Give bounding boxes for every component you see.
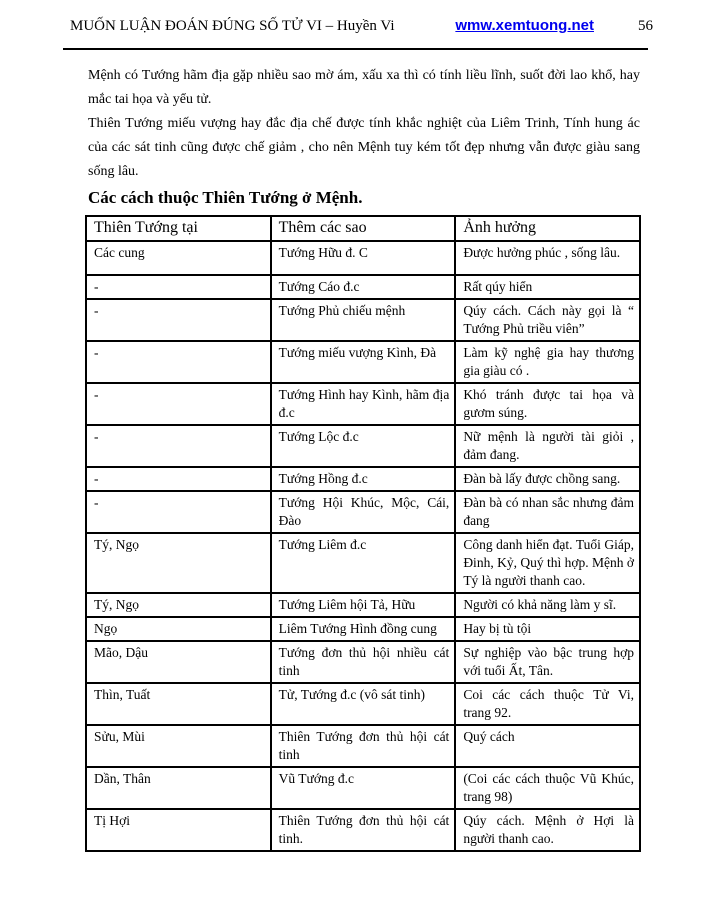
page-number: 56 <box>638 18 653 34</box>
table-row <box>86 533 640 593</box>
table-header-row <box>86 216 640 241</box>
column-header-anh-huong: Ảnh hưởng <box>455 216 640 241</box>
table-cell: Tị Hợi <box>86 809 271 851</box>
table-cell: Vũ Tướng đ.c <box>271 767 456 809</box>
table-cell: Quý cách <box>455 725 640 767</box>
intro-text <box>88 64 640 184</box>
table-head <box>86 216 640 241</box>
table-cell: Tý, Ngọ <box>86 533 271 593</box>
table-cell: Khó tránh được tai họa và gươm súng. <box>455 383 640 425</box>
table-cell: Mão, Dậu <box>86 641 271 683</box>
table-cell: Tướng Hội Khúc, Mộc, Cái, Đào <box>271 491 456 533</box>
table-cell: - <box>86 275 271 299</box>
table-row <box>86 341 640 383</box>
table-row <box>86 299 640 341</box>
table-cell: (Coi các cách thuộc Vũ Khúc, trang 98) <box>455 767 640 809</box>
table-cell: Sự nghiệp vào bậc trung hợp với tuổi Ất, Tân. <box>455 641 640 683</box>
table-cell: - <box>86 491 271 533</box>
table-cell: Tướng Liêm hội Tả, Hữu <box>271 593 456 617</box>
website-link[interactable]: wmw.xemtuong.net <box>455 17 594 34</box>
table-cell: - <box>86 383 271 425</box>
table-row <box>86 767 640 809</box>
table-cell: Tướng Lộc đ.c <box>271 425 456 467</box>
table-cell: Sửu, Mùi <box>86 725 271 767</box>
table-cell: Đàn bà lấy được chồng sang. <box>455 467 640 491</box>
table-row <box>86 809 640 851</box>
table-cell: Nữ mệnh là người tài giỏi , đảm đang. <box>455 425 640 467</box>
intro-paragraph-1: Mệnh có Tướng hãm địa gặp nhiều sao mờ ám, xấu xa thì có tính liều lĩnh, suốt đời lao khổ, hay mắc tai họa và yểu tử. <box>88 68 640 107</box>
table-cell: Được hưởng phúc , sống lâu. <box>455 241 640 275</box>
table-cell: Thìn, Tuất <box>86 683 271 725</box>
table-row <box>86 275 640 299</box>
table-cell: Tướng miếu vượng Kình, Đà <box>271 341 456 383</box>
page-header <box>0 0 705 37</box>
table-cell: Tý, Ngọ <box>86 593 271 617</box>
table-cell: Thiên Tướng đơn thủ hội cát tinh. <box>271 809 456 851</box>
page-content <box>88 64 640 852</box>
section-heading: Các cách thuộc Thiên Tướng ở Mệnh. <box>88 188 363 207</box>
intro-paragraph-2: Thiên Tướng miếu vượng hay đắc địa chế được tính khắc nghiệt của Liêm Trinh, Tính hung ác của các sát tinh cũng được chế giảm , cho nên Mệnh tuy kém tốt đẹp nhưng vẫn được giàu sang sống lâu. <box>88 116 640 179</box>
column-header-thien-tuong-tai: Thiên Tướng tại <box>86 216 271 241</box>
table-row <box>86 241 640 275</box>
table-cell: Đàn bà có nhan sắc nhưng đảm đang <box>455 491 640 533</box>
table-cell: - <box>86 425 271 467</box>
table-cell: - <box>86 299 271 341</box>
table-cell: Tướng Hồng đ.c <box>271 467 456 491</box>
table-row <box>86 593 640 617</box>
table-cell: Ngọ <box>86 617 271 641</box>
header-divider <box>63 48 648 50</box>
table-row <box>86 425 640 467</box>
table-row <box>86 641 640 683</box>
table-body <box>86 241 640 851</box>
table-row <box>86 491 640 533</box>
table-row <box>86 467 640 491</box>
table-cell: Coi các cách thuộc Tử Vi, trang 92. <box>455 683 640 725</box>
table-cell: Tướng Liêm đ.c <box>271 533 456 593</box>
column-header-them-cac-sao: Thêm các sao <box>271 216 456 241</box>
table-cell: Công danh hiển đạt. Tuổi Giáp, Đinh, Kỷ, Quý thì hợp. Mệnh ở Tý là người thanh cao. <box>455 533 640 593</box>
table-cell: Các cung <box>86 241 271 275</box>
book-title: MUỐN LUẬN ĐOÁN ĐÚNG SỐ TỬ VI – Huyền Vi <box>70 18 395 34</box>
table-cell: Tướng Hữu đ. C <box>271 241 456 275</box>
table-cell: Qúy cách. Cách này gọi là “ Tướng Phủ triều viên” <box>455 299 640 341</box>
table-row <box>86 617 640 641</box>
table-cell: Thiên Tướng đơn thủ hội cát tinh <box>271 725 456 767</box>
table-cell: - <box>86 341 271 383</box>
table-cell: Làm kỹ nghệ gia hay thương gia giàu có . <box>455 341 640 383</box>
table-cell: Tướng Phủ chiếu mệnh <box>271 299 456 341</box>
table-cell: Qúy cách. Mệnh ở Hợi là người thanh cao. <box>455 809 640 851</box>
table-cell: Hay bị tù tội <box>455 617 640 641</box>
table-cell: Tướng Hình hay Kình, hãm địa đ.c <box>271 383 456 425</box>
table-cell: Tướng Cáo đ.c <box>271 275 456 299</box>
table-row <box>86 725 640 767</box>
table-cell: Dần, Thân <box>86 767 271 809</box>
table-cell: Tướng đơn thủ hội nhiều cát tinh <box>271 641 456 683</box>
table-cell: Tử, Tướng đ.c (vô sát tinh) <box>271 683 456 725</box>
table-cell: Người có khả năng làm y sĩ. <box>455 593 640 617</box>
thien-tuong-cases-table <box>85 215 641 852</box>
table-cell: Liêm Tướng Hình đồng cung <box>271 617 456 641</box>
table-row <box>86 683 640 725</box>
table-cell: Rất qúy hiển <box>455 275 640 299</box>
table-row <box>86 383 640 425</box>
table-cell: - <box>86 467 271 491</box>
